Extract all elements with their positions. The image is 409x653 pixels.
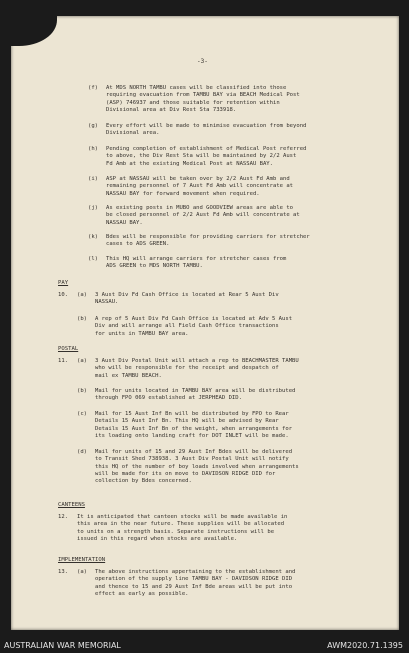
item-j-text: As existing posts in MUBO and GOODVIEW areas are able to be closed personnel of 2/2 Aust Fd Amb will concentrate at NASSAU BAY. <box>106 205 300 226</box>
page-number: -3- <box>197 58 208 65</box>
implementation-a-label: (a) <box>77 569 88 575</box>
item-l-label: (l) <box>88 256 99 262</box>
footer-source: AUSTRALIAN WAR MEMORIAL <box>4 641 121 650</box>
item-h-text: Pending completion of establishment of Medical Post referred to above, the Div Rest Sta will be maintained by 2/2 Aust Fd Amb at the existing Medical Post at NASSAU BAY. <box>106 146 307 167</box>
item-h-label: (h) <box>88 146 99 152</box>
canteens-heading: CANTEENS <box>58 502 85 508</box>
pay-b-text: A rep of 5 Aust Div Fd Cash Office is located at Adv 5 Aust Div and will arrange all Field Cash Office transactions for units in TAMBU BAY area. <box>95 316 293 337</box>
pay-b-label: (b) <box>77 316 88 322</box>
pay-heading: PAY <box>58 280 69 286</box>
document-page <box>11 16 399 630</box>
item-f-text: At MDS NORTH TAMBU cases will be classified into those requiring evacuation from TAMBU BAY via BEACH Medical Post (ASP) 746937 and those suitable for retention within Divisional area at Div Rest Sta 733918. <box>106 85 300 113</box>
postal-a-text: 3 Aust Div Postal Unit will attach a rep to BEACHMASTER TAMBU who will be responsible for the receipt and despatch of mail ex TAMBU BEACH. <box>95 358 299 379</box>
canteens-text: It is anticipated that canteen stocks will be made available in this area in the near future. These supplies will be allocated to units on a strength basis. Separate instructions will be issued in this regard when stocks are available. <box>77 514 288 542</box>
item-f-label: (f) <box>88 85 99 91</box>
pay-a-label: (a) <box>77 292 88 298</box>
archive-footer <box>0 637 409 653</box>
postal-b-label: (b) <box>77 388 88 394</box>
postal-d-text: Mail for units of 15 and 29 Aust Inf Bdes will be delivered to Transit Shed 738938. 3 Aust Div Postal Unit will notify this HQ of the number of boy loads involved when arrangements will be made for its on move to DAVIDSON RIDGE DID for collection by Bdes concerned. <box>95 449 299 485</box>
postal-b-text: Mail for units located in TAMBU BAY area will be distributed through FPO 069 established at JERPHEAD DID. <box>95 388 296 402</box>
postal-number: 11. <box>58 358 69 364</box>
postal-c-text: Mail for 15 Aust Inf Bn will be distributed by FPO to Rear Details 15 Aust Inf Bn. This HQ will be advised by Rear Details 15 Aust Inf Bn of the weight, when arrangements for its loading onto landing craft for DOT INLET will be made. <box>95 411 293 439</box>
postal-c-label: (c) <box>77 411 88 417</box>
item-i-text: ASP at NASSAU will be taken over by 2/2 Aust Fd Amb and remaining personnel of 7 Aust Fd Amb will concentrate at NASSAU BAY for forward movement when required. <box>106 176 294 197</box>
item-k-label: (k) <box>88 234 99 240</box>
canteens-number: 12. <box>58 514 69 520</box>
postal-a-label: (a) <box>77 358 88 364</box>
postal-heading: POSTAL <box>58 346 79 352</box>
footer-reference: AWM2020.71.1395 <box>327 641 403 650</box>
postal-d-label: (d) <box>77 449 88 455</box>
implementation-a-text: The above instructions appertaining to the establishment and operation of the supply line TAMBU BAY - DAVIDSON RIDGE DID and thence to 15 and 29 Aust Inf Bde areas will be put into effect as early as possible. <box>95 569 296 597</box>
pay-a-text: 3 Aust Div Fd Cash Office is located at Rear 5 Aust Div NASSAU. <box>95 292 279 306</box>
item-g-text: Every effort will be made to minimise evacuation from beyond Divisional area. <box>106 123 307 137</box>
item-i-label: (i) <box>88 176 99 182</box>
implementation-heading: IMPLEMENTATION <box>58 557 106 563</box>
implementation-number: 13. <box>58 569 69 575</box>
item-l-text: This HQ will arrange carriers for stretcher cases from ADS GREEN to MDS NORTH TAMBU. <box>106 256 287 270</box>
item-g-label: (g) <box>88 123 99 129</box>
item-k-text: Bdes will be responsible for providing carriers for stretcher cases to ADS GREEN. <box>106 234 310 248</box>
item-j-label: (j) <box>88 205 99 211</box>
pay-number: 10. <box>58 292 69 298</box>
